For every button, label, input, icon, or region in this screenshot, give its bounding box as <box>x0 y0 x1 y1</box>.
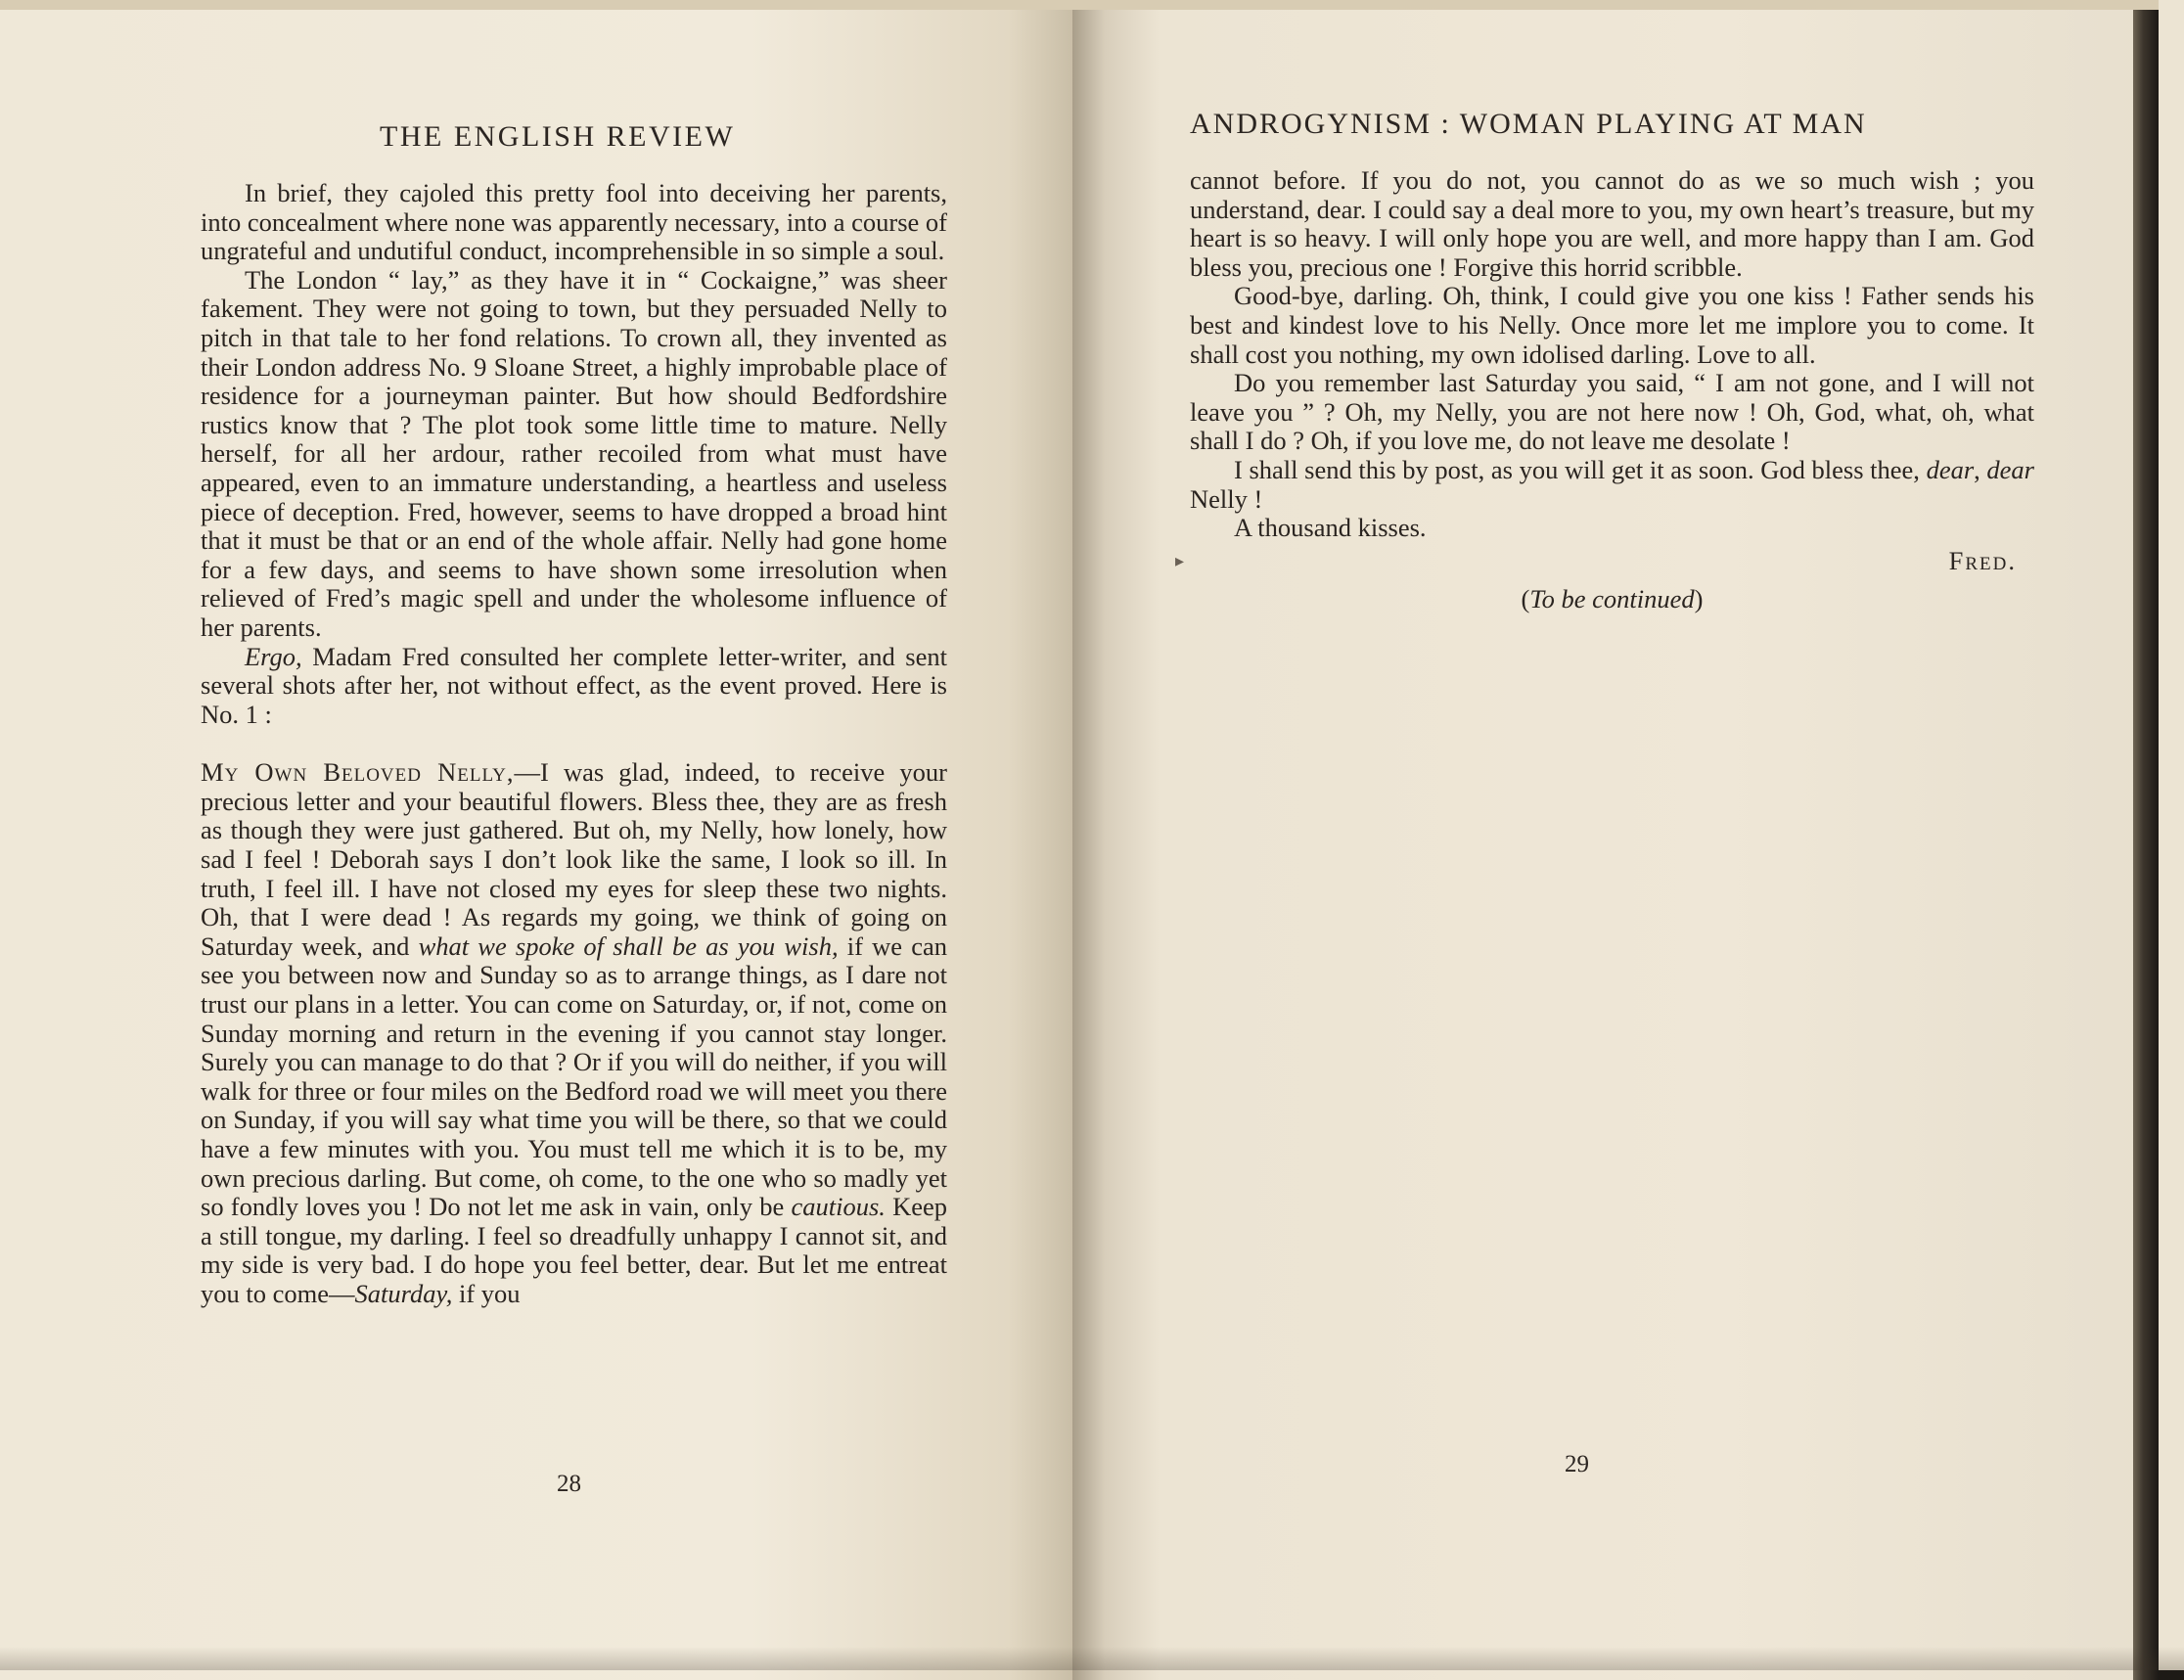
signature: Fred. <box>1948 545 2017 575</box>
running-head-left: THE ENGLISH REVIEW <box>380 120 736 153</box>
right-paragraph-4-end: Nelly ! <box>1190 483 1263 514</box>
right-paragraph-3: Do you remember last Saturday you said, “ I am not gone, and I will not leave you ” ? Oh, my Nelly, you are not here now ! Oh, God, what, oh, what shall I do ? Oh, if you love me, do not leave me desolate ! <box>1190 368 2034 456</box>
continued-close-paren: ) <box>1694 584 1704 614</box>
page-number-right: 29 <box>1565 1451 1589 1477</box>
left-paragraph-2: The London “ lay,” as they have it in “ Cockaigne,” was sheer fakement. They were not going to town, but they persuaded Nelly to pitch in that tale to her fond relations. To crown all, they invented as their London address No. 9 Sloane Street, a highly improbable place of residence for a journeyman painter. But how should Bedfordshire rustics know that ? The plot took some little time to mature. Nelly herself, for all her ardour, rather recoiled from what must have appeared, even to an immature understanding, a heartless and useless piece of deception. Fred, however, seems to have dropped a broad hint that it must be that or an end of the whole affair. Nelly had gone home for a few days, and seems to have shown some irresolution when relieved of Fred’s magic spell and under the wholesome influence of her parents. <box>201 264 947 642</box>
right-paragraph-1: cannot before. If you do not, you cannot do as we so much wish ; you understand, dear. I could say a deal more to you, my own heart’s treasure, but my heart is so heavy. I will only hope you are well, and more happy than I am. God bless you, precious one ! Forgive this horrid scribble. <box>1190 165 2034 282</box>
running-head-right: ANDROGYNISM : WOMAN PLAYING AT MAN <box>1190 108 1867 140</box>
page-number-left: 28 <box>557 1471 581 1497</box>
right-text-column <box>1190 166 2034 614</box>
left-paragraph-3-text: Madam Fred consulted her complete letter-writer, and sent several shots after her, not without effect, as the event proved. Here is No. 1 : <box>201 641 947 729</box>
dear-italic-1: dear <box>1926 454 1975 484</box>
book-edge <box>2133 10 2159 1680</box>
left-paragraph-3 <box>201 643 947 730</box>
letter-italic-b: cautious. <box>791 1192 886 1222</box>
letter-italic-a: what we spoke of shall be as you wish, <box>418 931 839 961</box>
right-paragraph-4 <box>1190 456 2034 514</box>
signature-line <box>1190 547 2034 576</box>
left-page <box>0 0 1072 1680</box>
left-text-column <box>201 179 947 1309</box>
continued-text: To be continued <box>1529 584 1695 614</box>
continued-open-paren: ( <box>1521 584 1530 614</box>
letter-text-a: —I was glad, indeed, to receive your precious letter and your beautiful flowers. Bless thee, they are as fresh as though they were just gathered. But oh, my Nelly, how lonely, how sad I feel ! Deborah says I don’t look like the same, I look so ill. In truth, I feel ill. I have not closed my eyes for sleep these two nights. Oh, that I were dead ! As regards my going, we think of going on Saturday week, and <box>201 757 947 961</box>
right-paragraph-2: Good-bye, darling. Oh, think, I could give you one kiss ! Father sends his best and kindest love to his Nelly. Once more let me implore you to come. It shall cost you nothing, my own idolised darling. Love to all. <box>1190 281 2034 369</box>
right-paragraph-5: A thousand kisses. <box>1234 513 1427 543</box>
right-paragraph-4-text: I shall send this by post, as you will get it as soon. God bless thee, <box>1234 454 1927 484</box>
letter-italic-c: Saturday, <box>354 1278 453 1308</box>
letter-text-d: if you <box>452 1278 521 1308</box>
letter-text-b: if we can see you between now and Sunday so as to arrange things, as I dare not trust our plans in a letter. You can come on Saturday, or, if not, come on Sunday morning and return in the evening if you cannot stay longer. Surely you can manage to do that ? Or if you will do neither, if you will walk for three or four miles on the Bedford road we will meet you there on Sunday, if you will say what time you will be there, so that we could have a few minutes with you. You must tell me which it is to be, my own precious darling. But come, oh come, to the one who so madly yet so fondly loves you ! Do not let me ask in vain, only be <box>201 931 947 1222</box>
left-paragraph-1: In brief, they cajoled this pretty fool into deceiving her parents, into concealment where none was apparently necessary, into a course of ungrateful and undutiful conduct, incomprehensible in so simple a soul. <box>201 178 947 266</box>
letter-text-c: Keep a still tongue, my darling. I feel so dreadfully unhappy I cannot sit, and my side is very bad. I do hope you feel better, dear. But let me entreat you to come— <box>201 1192 947 1308</box>
right-page <box>1072 0 2159 1680</box>
dear-italic-2: dear <box>1986 454 2034 484</box>
ergo-italic: Ergo, <box>245 641 302 671</box>
bottom-shadow <box>0 1647 2184 1670</box>
dear-separator: , <box>1974 454 1987 484</box>
to-be-continued <box>1190 585 2034 614</box>
letter-paragraph <box>201 758 947 1308</box>
letter-salutation: My Own Beloved Nelly, <box>201 757 515 788</box>
margin-marker-icon: ▸ <box>1175 551 1185 570</box>
